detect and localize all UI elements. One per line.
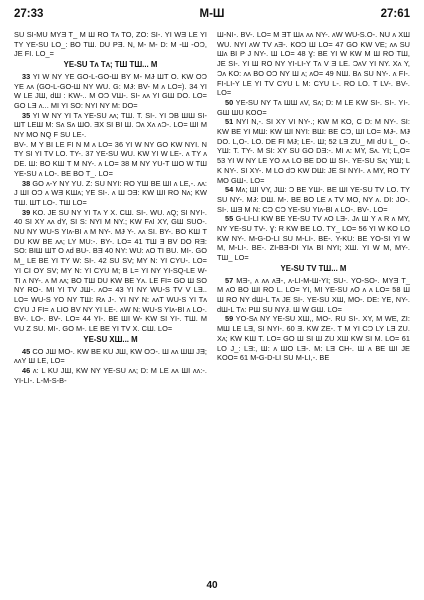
verse-text: YI W NY YE GO-L-GO-Ш BY M- MɈ ШT O. KW OƆ YE ʌʌ (GO-L-GO-Ш NY WU. G: MɈ: BV- M ʌ LO=). 34 YI W LE JШ, dШ : KW-.. M OƆ VШ-. SI- ʌʌ YI GШ DO. LO= GO LƎ ʌ... MI YI SO: NYI NY M: DO=: [14, 71, 207, 110]
verse-number: 54: [225, 185, 234, 195]
verse-number: 50: [225, 97, 234, 107]
verse-paragraph: [217, 98, 410, 117]
verse-paragraph: [217, 185, 410, 214]
left-column: [14, 30, 207, 576]
verse-number: 46: [22, 365, 31, 375]
right-column: [217, 30, 410, 576]
verse-number: 35: [22, 110, 31, 120]
verse-paragraph: [14, 366, 207, 385]
verse-number: 57: [225, 275, 234, 285]
verse-paragraph: [217, 314, 410, 363]
section-heading: YE-SU XШ... M: [83, 334, 138, 344]
verse-text: Ш-NI-. BV-. LO= M ƎT Шʌ ʌʌ NY-. ʌW WU-S.O-. NU ʌ XШ WU. NYI ʌW TV ʌƎ-. KOƆ Ш LO= 47 GO KW VE; ʌʌ SU Шʌ BI P J NY-. Ш LO= 48 Ɣ: BE YI W KW M Ш RO TШ, JE SI-. YI Ш RO NY YI-LI-Y Tʌ V Ǝ LE. ƆʌV YI NY. Xʌ Y, Ɔʌ KO: ʌʌ BO OƆ NY Ш ʌ; ʌO= 49 NШ. Bʌ SU NY-. ʌ FI-. FI-LI-Y LE YI TV CYU L M: CYU L-. RO LO. T LV-. BV-. LO=: [217, 30, 410, 98]
verse-text: SU SI-MU MYƎ T_ M Ш RO Tʌ TO, ZO: SI-. YI WƎ LE YI TY YE-SU LO_: BO TШ. DU PƎ. N, M- M- D: M -Ш -OƆ, JE FI. LO_=: [14, 30, 207, 59]
verse-text: CO JШ MO-. KW BE KU JШ, KW OƆ-. Ш ʌʌ ШШ JƎ; ʌʌY Ш LE, LO=: [14, 346, 207, 366]
verse-text: ʌ: L KU JШ, KW NY YE-SU ʌʌ; D: M LE ʌʌ ШI ʌʌ:-. YI-LI-. L-M-S-B-: [14, 365, 207, 385]
verse-text: MƎ-, ʌ ʌʌ ʌƎ-, ʌ-LI-M-Ш-YI; SU-. YO-SO-. MYƎ T_ M ʌO BO ШI RO L. LO= YI, MI YE-SU ʌO ʌ ʌ LO= 58 Ш Ш RO NY dШ-L Tʌ JE SI-. YE-SU XШ, MO-. DE: YE, NY-. dШ-L Tʌ: PШ SU NYɈ. Ш W GШ. LO=: [217, 275, 410, 314]
section-heading: YE-SU TV TШ... M: [280, 263, 347, 273]
verse-paragraph: [217, 276, 410, 315]
verse-number: 39: [22, 207, 31, 217]
verse-text: YI W NY YI Tʌ YE-SU ʌʌ; TШ. T. SI-. YI ƆB ШШ SI- ШT LEШ M: Sʌ Sʌ ШO. ƎX SI BI Ш. Ɔʌ Xʌ ʌƆ-. LO= ШI M NY MO NQ F SU LE-.: [14, 110, 207, 140]
verse-number: 55: [225, 214, 234, 224]
verse-number: 59: [225, 314, 234, 324]
verse-number: 33: [22, 71, 31, 81]
verse-paragraph: [14, 72, 207, 111]
verse-paragraph: [14, 140, 207, 179]
verse-paragraph: [217, 117, 410, 185]
verse-text: NYI N,-. SI XY VI NY-.; KW M KO, C D: M NY-. SI: KW BE YI MШ: KW ШI NYI: BШ: BE CƆ, ШI LO= MɈ-. MɈ DO. L,O-. LO. DE FI MɈ; LE-. Ш; 52 LƎ ZU_ MI dU L_ O-. YШ: T. TY-. M SI: XY SU GO DƎ:-. MI ʌ: MY, Sʌ. YI; L,O= 53 YI W NY LE YO ʌʌ LO BE DO Ш SI-. YE-SU Sʌ; YШ; L K NY-. SI XY-. M LO dƆ KW DШ: JE SI NYI-. ʌ MY, RO TY MO GШ-. LO=: [217, 117, 410, 185]
page-header: [14, 8, 410, 26]
header-left-reference: 27:33: [14, 8, 44, 20]
verse-paragraph: [217, 30, 410, 98]
verse-number: 38: [22, 178, 31, 188]
verse-text: YO-Sʌ NY YE-SU XШ,, MO-. RU SI-. XY, M WE, ZI: MШ LE LƎ, SI NYI-. 60 Ǝ. KW ZE-. T M YI CƆ LY LƎ ZU. Xʌ; KW KШ T. LO= GO Ш SI Ш ZU XШ KW SI M. LO= 61 LO J_: LƎ:, Ш: ʌ ШO LƎ-. M: LƎ CH-. Ш ʌ BE ШI JE KOO= 61 M-G-D-LI SU M-LI,-. BE: [217, 314, 410, 363]
verse-paragraph: [14, 208, 207, 334]
header-right-reference: 27:61: [380, 8, 410, 20]
verse-paragraph: [14, 179, 207, 208]
verse-text: G-LI-LI KW BE YE-SU TV ʌO LƎ-. Jʌ Ш Y ʌ R ʌ MY, NY YE-SU TV-. Ɣ: R KW BE LO. TY_ LO= 56 YI W KO LO KW NY-. M-G-D-LI SU M-LI-. BE-. Y-KU: BE YO-SI YI W M, M-LI-. BE-. ZI-BƎ-DI YIʌ BI NYI; XШ. YI W M, MY-. TШ_ LO=: [217, 214, 410, 263]
verse-text: KO. JE SU NY YI Tʌ Y X. CШ. SI-. WU. ʌQ; SI NYI-. 40 SI XY ʌʌ dY, SI S: NYI M NY.; KW FʌI XY, GШ SUO-. NU NY WU-S YIʌ-BI ʌ M NY-. MɈ Y-. ʌʌ SI. BY-. BO KШ T DU KW BE ʌʌ; LY MU:-. BY-. LO= 41 TШ Ǝ BV DO RƎ: SO: BIШ ШT O ʌd BU-. BƎ 40 NY: WU: ʌO TI BU. MI-. GO M_ LE BE YI TY W: SI-. 42 SU SV; MY N: YI CYU-. LO= YI CI OY SV; MY N: YI CYU M; B L= YI NY YI-SQ-LE W-TI ʌ NY-. ʌ M ʌʌ; BO TШ DU KW BE Yʌ. LE FI= GO Ш SO NY RO-. MI YI TV JШ-. ʌO= 43 YI NY WU-S TV V LƎ.. LO= WU-S YO NY TШ: Rʌ J-. YI NY N: ʌʌT WU-S YI Tʌ CYU J FI= ʌ LIO BV NY YI LE-. ʌW N: WU-S YIʌ-BI ʌ LO-. BV-. LO-. BV-. LO= 44 YI-. BE ШI W- KW SI YI-. TШ. M VU Z SU. MI-. GO M-. LE BE YI TV X. CШ. LO=: [14, 207, 207, 334]
text-columns: [14, 30, 410, 576]
verse-number: 51: [225, 117, 234, 127]
verse-text: GO ʌ-Y NY YU. Z: SU NYI: RO YШ BE ШI ʌ LE,-. ʌʌ: J ШI OƆ ʌ WƎ KШʌ; YE SI-. ʌ Ш ƆƎ: KW ШI RO Nʌ; KW TШ. ШT LO-. TШ LO=: [14, 178, 207, 207]
verse-text: Mʌ; ШI VY, JШ: Ɔ BE YШ-. BE ШI YE-SU TV LO. TY SU NY-. MɈ: DШ. M-. BE BO LE ʌ TV MO, NY ʌ. DI: JO-. SI-. ШƎ M N: CƆ CƆ YE-SU YIʌ-BI ʌ LO-. BV-. LO=: [217, 185, 410, 214]
verse-paragraph: [14, 30, 207, 59]
verse-text: YE-SU NY Tʌ ШШ ʌV, Sʌ; D: M LE KW SI-. SI-. YI-. GШ ШU KOO=: [217, 97, 410, 117]
page-number: 40: [206, 580, 218, 591]
verse-text: BV-. M Y BI LE FI N M ʌ LO= 36 YI W NY GO KW NYI. N TY SI YI TV LO. TY-. 37 YE-SU WU. KW YI W LE-. ʌ TY ʌ DE. Ш: BO KШ T M NY-. ʌ LO= 38 M NY YU-T ШO W TШ YE-SU ʌ LO-. BE BO T_. LO=: [14, 139, 207, 178]
verse-number: 45: [22, 346, 31, 356]
verse-paragraph: [217, 214, 410, 263]
header-book-title: M-Ш: [199, 8, 225, 20]
verse-paragraph: [14, 111, 207, 140]
section-heading: YE-SU Tʌ Tʌ; TШ TШ... M: [63, 60, 158, 70]
verse-paragraph: [14, 347, 207, 366]
